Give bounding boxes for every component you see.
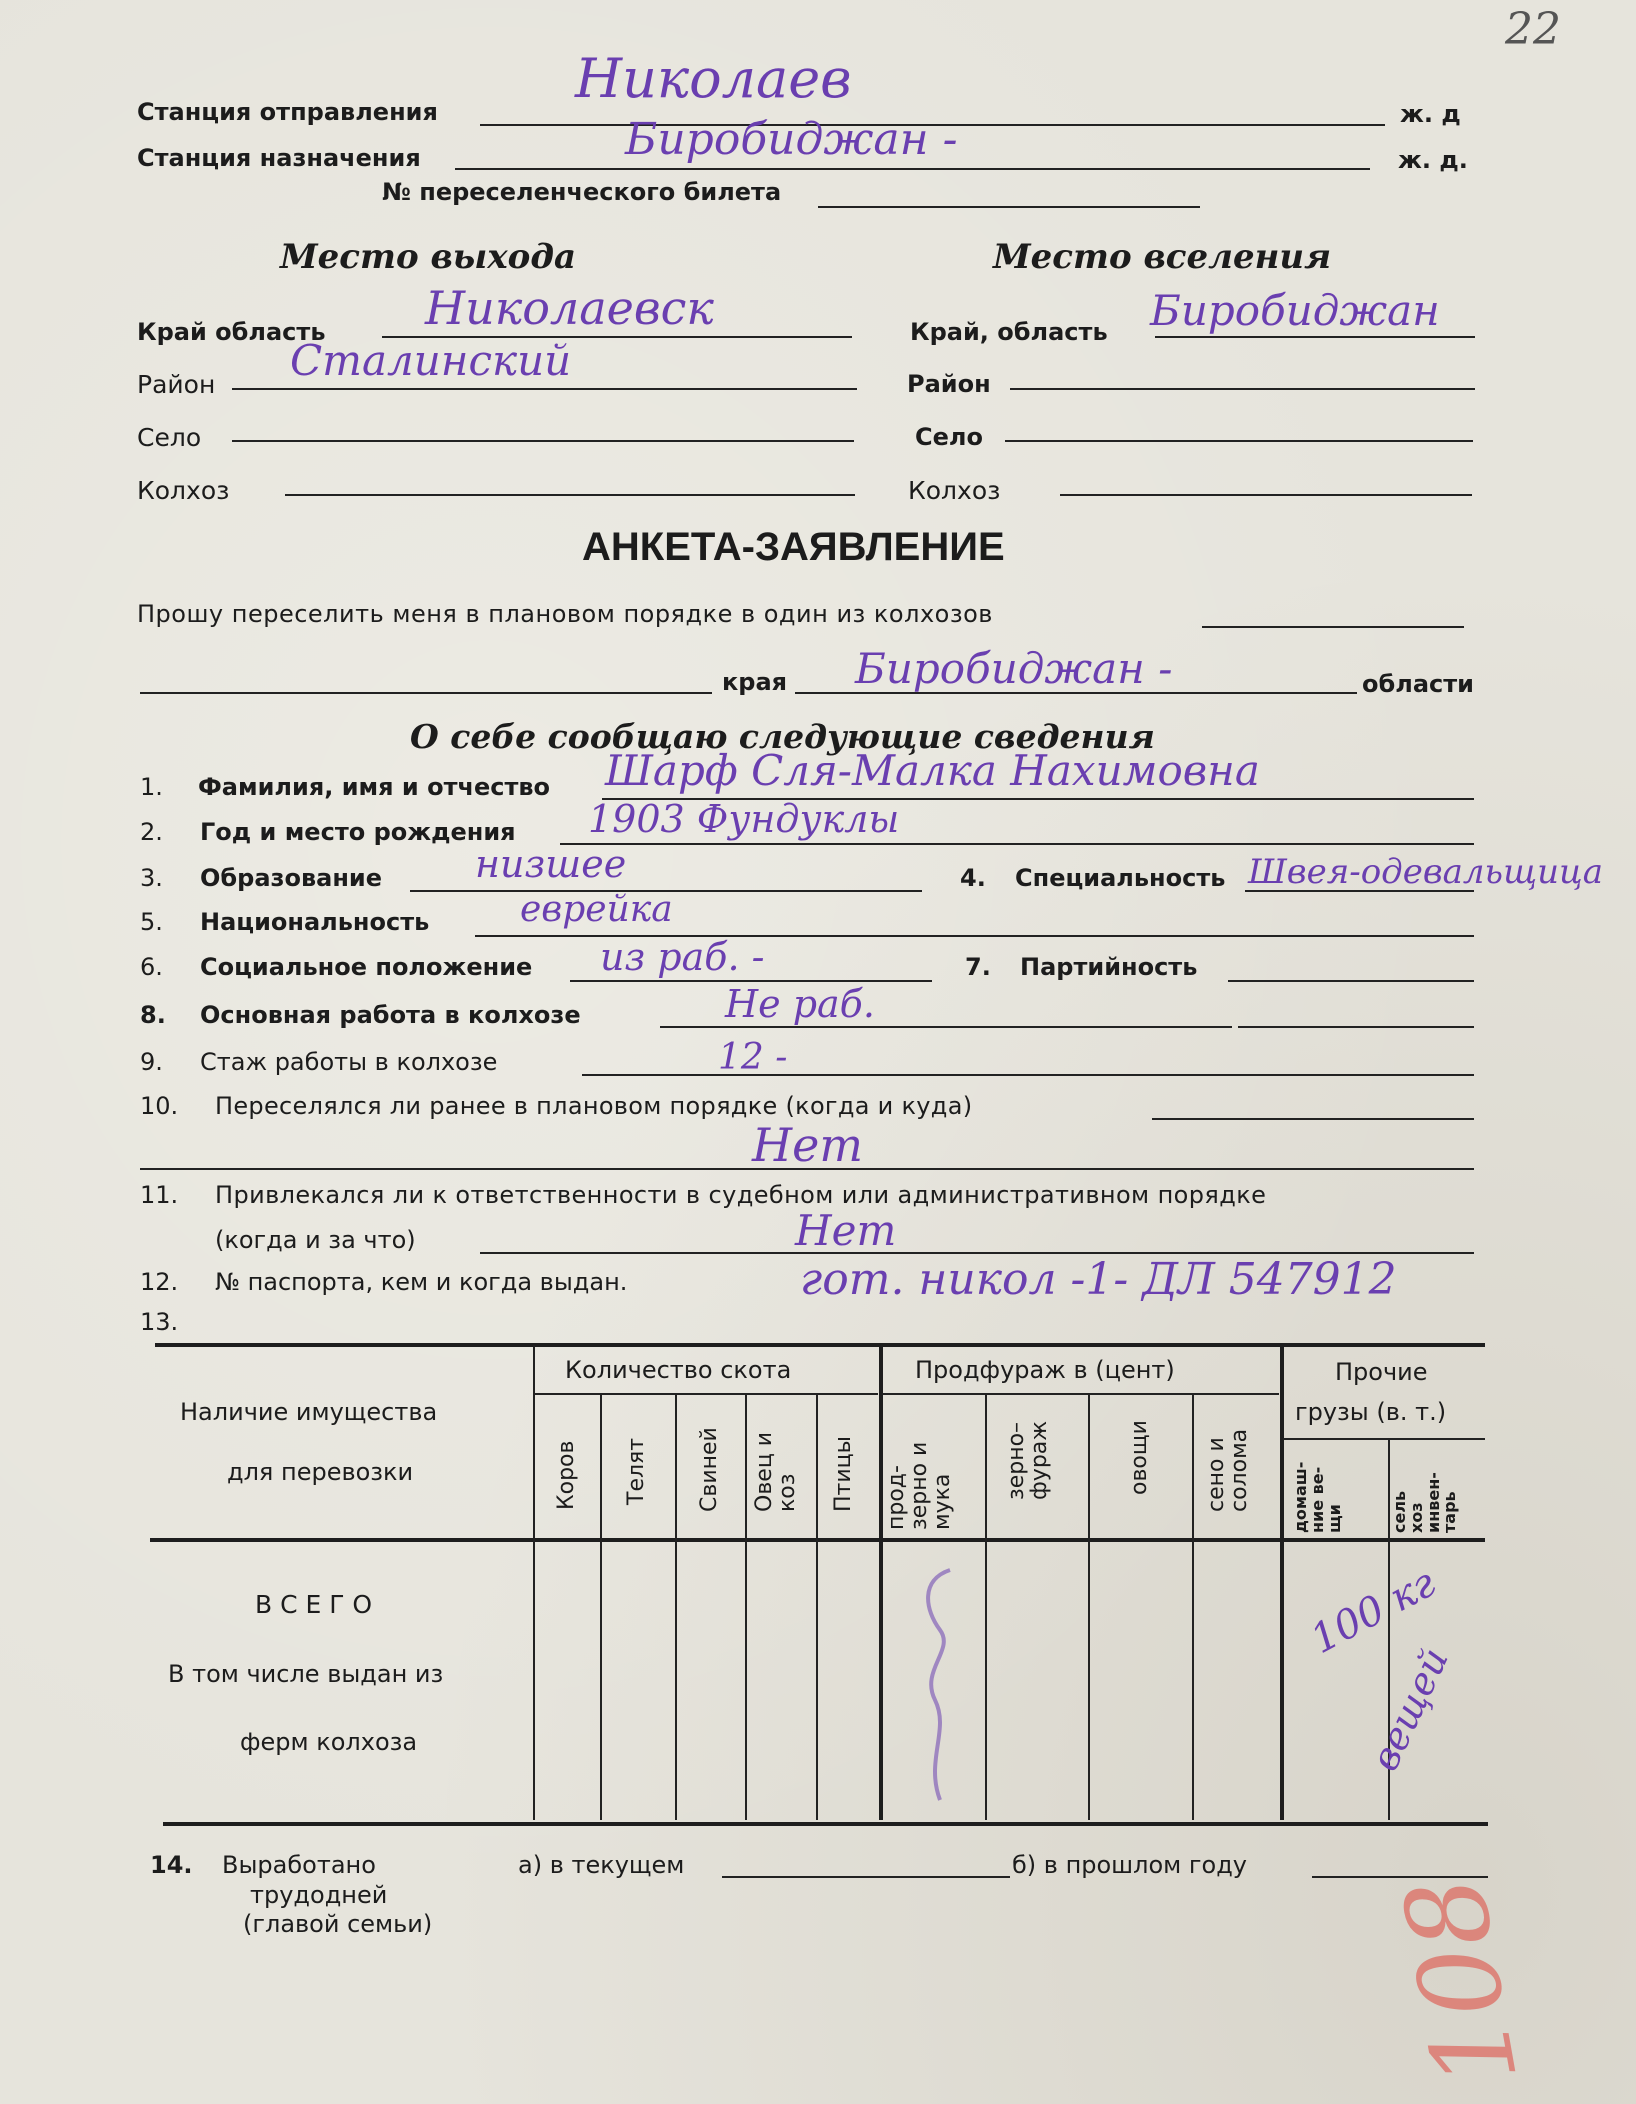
col-grain-label-2: зерно и	[907, 1441, 933, 1530]
item-2-number: 2.	[140, 818, 163, 846]
col-home-label-3: щи	[1324, 1504, 1344, 1533]
origin-village-label: Село	[137, 423, 202, 452]
item-3-value: низшее	[475, 842, 627, 886]
table-vline-4	[816, 1395, 818, 1820]
item-9-number: 9.	[140, 1048, 163, 1076]
departure-station-value: Николаев	[575, 47, 852, 110]
table-vline-6	[1088, 1395, 1090, 1820]
table-top-rule	[155, 1343, 1485, 1347]
item-6-label: Социальное положение	[200, 953, 533, 981]
table-vline-1	[600, 1395, 602, 1820]
destination-rail-suffix: ж. д.	[1398, 146, 1468, 174]
table-vline-2	[675, 1395, 677, 1820]
origin-district-value: Сталинский	[290, 336, 572, 385]
item-2-value: 1903 Фундуклы	[588, 797, 900, 841]
table-vline-7	[1192, 1395, 1194, 1820]
table-home-value-1: 100 кг	[1303, 1559, 1443, 1663]
col-cows-label: Коров	[554, 1440, 579, 1510]
item-8-value: Не раб.	[725, 982, 875, 1026]
col-feed-label-1: зерно–	[1004, 1421, 1029, 1500]
col-feed	[1005, 1421, 1051, 1500]
item-8-number: 8.	[140, 1001, 166, 1029]
col-grain-label-3: мука	[930, 1473, 956, 1530]
col-birds	[832, 1436, 855, 1512]
table-bottom-rule	[163, 1822, 1488, 1826]
destination-village-label: Село	[915, 423, 983, 451]
item-8-label: Основная работа в колхозе	[200, 1001, 581, 1029]
destination-district-label: Район	[907, 370, 991, 398]
item-9-value: 12 -	[718, 1037, 788, 1078]
item-12-label: № паспорта, кем и когда выдан.	[215, 1268, 628, 1296]
col-veg-label: овощи	[1127, 1420, 1152, 1495]
item-10-line-2	[140, 1168, 1474, 1170]
departure-station-label: Станция отправления	[137, 98, 438, 126]
col-feed-label-2: фураж	[1027, 1420, 1053, 1500]
table-livestock-subrule	[535, 1393, 878, 1395]
col-hay	[1205, 1429, 1251, 1512]
destination-region-line	[1155, 336, 1475, 338]
item-8-line-2	[1238, 1026, 1474, 1028]
table-row-header-2: для перевозки	[227, 1458, 414, 1486]
col-grain-label-1: прод-	[884, 1465, 909, 1530]
destination-kolkhoz-line	[1060, 494, 1472, 496]
col-inventory-label-3: инвен-	[1423, 1472, 1443, 1533]
col-sheep	[753, 1432, 799, 1512]
item-4-label: Специальность	[1015, 864, 1226, 892]
item-9-label: Стаж работы в колхозе	[200, 1048, 498, 1076]
col-veg	[1128, 1420, 1151, 1495]
col-sheep-label-2: коз	[775, 1473, 801, 1512]
col-calves-label: Телят	[624, 1437, 649, 1505]
destination-station-value: Биробиджан -	[625, 114, 958, 165]
request-krai-line	[140, 692, 712, 694]
item-5-value: еврейка	[520, 889, 673, 930]
origin-region-label: Край область	[137, 318, 326, 346]
destination-region-label: Край, область	[910, 318, 1108, 346]
table-fodder-subrule	[882, 1393, 1279, 1395]
destination-village-line	[1005, 440, 1473, 442]
item-8-line	[660, 1026, 1232, 1028]
col-hay-label-2: солома	[1227, 1428, 1253, 1512]
item-1-label: Фамилия, имя и отчество	[198, 773, 551, 801]
table-group-fodder: Продфураж в (цент)	[915, 1356, 1175, 1384]
table-group-livestock: Количество скота	[565, 1356, 792, 1384]
item-2-line	[560, 843, 1474, 845]
grain-column-scribble	[928, 1570, 950, 1800]
table-vline-label	[533, 1345, 535, 1820]
table-handwritten-marks	[880, 1540, 1000, 1820]
col-grain	[885, 1442, 954, 1530]
destination-district-line	[1010, 388, 1475, 390]
item-4-number: 4.	[960, 864, 986, 892]
page-number: 22	[1505, 4, 1561, 55]
destination-kolkhoz-label: Колхоз	[908, 476, 1001, 505]
table-issued-line-2: ферм колхоза	[240, 1728, 418, 1756]
origin-kolkhoz-line	[285, 494, 855, 496]
request-kolkhoz-line	[1202, 626, 1464, 628]
item-10-line	[1152, 1118, 1474, 1120]
workdays-previous-label: б) в прошлом году	[1012, 1851, 1247, 1879]
col-inventory-label-2: хоз	[1406, 1502, 1426, 1533]
table-group-other-1: Прочие	[1335, 1358, 1428, 1386]
origin-heading: Место выхода	[280, 237, 577, 277]
item-5-number: 5.	[140, 908, 163, 936]
destination-region-value: Биробиджан	[1150, 286, 1440, 335]
item-2-label: Год и место рождения	[200, 818, 516, 846]
table-other-subrule	[1283, 1438, 1485, 1440]
request-krai-value: Биробиджан -	[855, 644, 1173, 693]
origin-district-label: Район	[137, 370, 216, 399]
request-text: Прошу переселить меня в плановом порядке в один из колхозов	[137, 600, 993, 628]
origin-village-line	[232, 440, 854, 442]
item-6-value: из раб. -	[600, 935, 765, 979]
item-12-number: 12.	[140, 1268, 179, 1296]
destination-station-label: Станция назначения	[137, 144, 421, 172]
item-11-label-when: (когда и за что)	[215, 1226, 416, 1254]
table-vline-3	[745, 1395, 747, 1820]
item-1-number: 1.	[140, 773, 163, 801]
item-4-value: Швея-одевальщица	[1248, 852, 1603, 892]
item-5-label: Национальность	[200, 908, 430, 936]
col-home-label-1: домаш-	[1291, 1461, 1310, 1533]
col-inventory-label-4: тарь	[1440, 1491, 1460, 1533]
info-heading: О себе сообщаю следующие сведения	[410, 717, 1155, 756]
item-10-label: Переселялся ли ранее в плановом порядке (когда и куда)	[215, 1092, 973, 1120]
col-home	[1293, 1462, 1343, 1533]
destination-heading: Место вселения	[993, 237, 1332, 277]
archive-number-stamp: 108	[1379, 1867, 1543, 2097]
col-pigs-label: Свиней	[697, 1427, 722, 1512]
item-10-value: Нет	[752, 1118, 863, 1172]
item-9-line	[582, 1074, 1474, 1076]
col-inventory-label-1: сель	[1390, 1490, 1409, 1533]
table-row-header-1: Наличие имущества	[180, 1398, 438, 1426]
form-title: АНКЕТА-ЗАЯВЛЕНИЕ	[582, 525, 1005, 569]
origin-district-line	[232, 388, 857, 390]
item-10-number: 10.	[140, 1092, 179, 1120]
col-hay-label-1: сено и	[1204, 1437, 1229, 1512]
table-vline-group-2	[1280, 1345, 1284, 1820]
item-1-value: Шарф Сля-Малка Нахимовна	[605, 746, 1260, 795]
workdays-label-2: трудодней	[250, 1881, 388, 1909]
origin-kolkhoz-label: Колхоз	[137, 476, 230, 505]
origin-region-value: Николаевск	[425, 281, 714, 335]
item-11-value: Нет	[795, 1206, 897, 1255]
col-calves	[625, 1438, 648, 1505]
table-home-value-2: вещей	[1362, 1641, 1457, 1778]
ticket-label: № переселенческого билета	[382, 178, 782, 206]
item-6-number: 6.	[140, 953, 163, 981]
ticket-line	[818, 206, 1200, 208]
item-7-line	[1228, 980, 1474, 982]
col-birds-label: Птицы	[831, 1435, 856, 1512]
item-3-label: Образование	[200, 864, 383, 892]
departure-rail-suffix: ж. д	[1400, 100, 1461, 128]
col-sheep-label-1: Овец и	[752, 1431, 777, 1512]
table-issued-line-1: В том числе выдан из	[168, 1660, 444, 1688]
item-13-number: 13.	[140, 1308, 179, 1336]
item-14-number: 14.	[150, 1851, 193, 1879]
item-11-label: Привлекался ли к ответственности в судебном или административном порядке	[215, 1181, 1267, 1209]
item-7-number: 7.	[965, 953, 991, 981]
destination-station-line	[455, 168, 1370, 170]
workdays-label-3: (главой семьи)	[243, 1910, 433, 1938]
table-total-label: В С Е Г О	[255, 1590, 373, 1619]
workdays-current-line	[722, 1876, 1010, 1878]
item-11-number: 11.	[140, 1181, 179, 1209]
request-krai-label: края	[722, 668, 788, 696]
col-pigs	[698, 1427, 721, 1512]
col-cows	[555, 1441, 578, 1510]
request-oblast-label: области	[1362, 670, 1474, 698]
item-12-value: гот. никол -1- ДЛ 547912	[800, 1254, 1397, 1305]
col-home-label-2: ние ве-	[1307, 1466, 1327, 1533]
workdays-current-label: а) в текущем	[518, 1851, 685, 1879]
col-inventory	[1392, 1472, 1459, 1533]
item-7-label: Партийность	[1020, 953, 1198, 981]
item-3-number: 3.	[140, 864, 163, 892]
table-group-other-2: грузы (в. т.)	[1295, 1398, 1447, 1426]
workdays-label-1: Выработано	[222, 1851, 376, 1879]
